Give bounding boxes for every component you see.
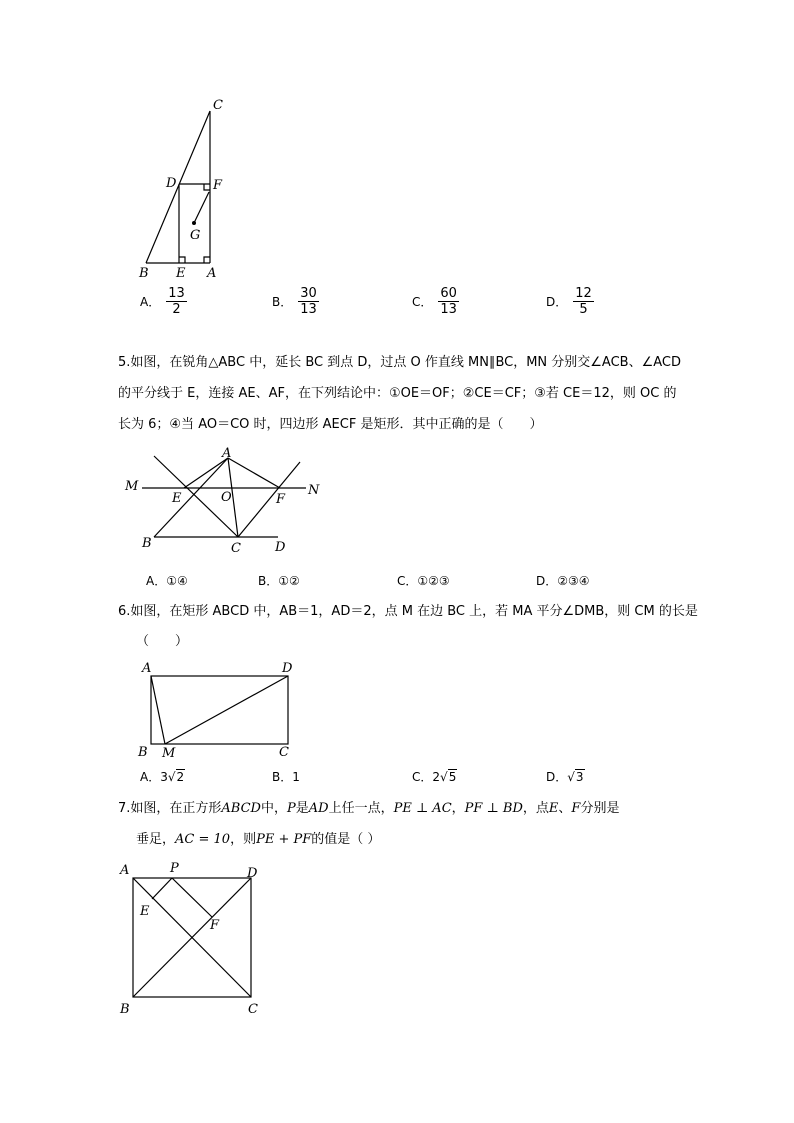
- q4-option-b-fraction: [298, 286, 319, 317]
- q4-option-b-denominator: 13: [300, 302, 317, 317]
- q5-label-e: E: [172, 491, 182, 506]
- q4-option-c-fraction: [438, 286, 459, 317]
- q4-option-c-numerator: 60: [440, 286, 457, 301]
- q7-l1-g: 上任一点，: [328, 801, 394, 816]
- q7-label-p: P: [170, 861, 179, 876]
- q7-l1-a: 7.如图，在正方形: [118, 801, 222, 816]
- q5-label-f: F: [276, 492, 286, 507]
- q4-right-angle-a: [204, 257, 210, 263]
- q6-label-b: B: [138, 745, 148, 760]
- q6-option-a-radicand: 2: [176, 770, 185, 784]
- q4-option-b-letter: B．: [272, 295, 293, 309]
- q7-l1-j: PF ⊥ BD: [464, 801, 523, 816]
- q5-option-b[interactable]: [258, 572, 300, 589]
- q7-l1-d: P: [286, 801, 296, 816]
- q7-l1-e: 是: [295, 801, 309, 816]
- q5-bisector-cf: [238, 462, 300, 537]
- q4-option-c[interactable]: [412, 286, 459, 317]
- q6-option-d-letter: D．: [546, 770, 568, 784]
- q7-text-line-2: [136, 825, 380, 855]
- q5-side-ab: [154, 458, 228, 537]
- q5-label-c: C: [231, 541, 241, 556]
- q6-option-c-radicand: 5: [448, 770, 457, 784]
- q4-option-c-denominator: 13: [440, 302, 457, 317]
- q5-text-line-2: 的平分线于 E，连接 AE、AF，在下列结论中：①OE＝OF；②CE＝CF；③若 CE＝12，则 OC 的: [118, 386, 677, 401]
- q6-segment-dm: [165, 676, 288, 744]
- q5-option-c-text: ①②③: [417, 573, 450, 588]
- q7-l2-d: PE + PF: [256, 832, 312, 847]
- q5-label-a: A: [222, 446, 232, 461]
- q5-option-a-letter: A．: [146, 574, 167, 588]
- q5-option-d[interactable]: [536, 572, 590, 589]
- q4-label-g: G: [190, 228, 201, 243]
- q5-label-b: B: [142, 536, 152, 551]
- q6-option-b-value: 1: [292, 769, 300, 784]
- q6-option-d-radicand: 3: [575, 770, 584, 784]
- q4-option-a[interactable]: [140, 286, 187, 317]
- q7-label-f: F: [210, 918, 220, 933]
- radical-sign-icon: √: [567, 769, 575, 784]
- q7-l2-b: AC = 10: [175, 832, 231, 847]
- q5-option-b-letter: B．: [258, 574, 279, 588]
- q5-option-c[interactable]: [397, 572, 450, 589]
- q4-option-d-fraction: [573, 286, 594, 317]
- q4-side-bc: [146, 111, 210, 263]
- radical-sign-icon: √: [440, 769, 448, 784]
- q7-segment-pf: [172, 878, 212, 917]
- q6-option-c-coefficient: 2: [432, 769, 441, 784]
- q7-l1-h: PE ⊥ AC: [393, 801, 452, 816]
- q5-option-c-letter: C．: [397, 574, 418, 588]
- q7-l1-m: 、: [558, 801, 572, 816]
- q5-segment-ae: [184, 458, 228, 488]
- q6-option-a[interactable]: [140, 768, 185, 785]
- q5-option-a-text: ①④: [166, 573, 188, 588]
- q4-label-c: C: [213, 98, 223, 113]
- q5-label-o: O: [221, 490, 232, 505]
- q5-option-d-text: ②③④: [557, 573, 590, 588]
- q4-option-d-letter: D．: [546, 295, 568, 309]
- q4-option-c-letter: C．: [412, 295, 433, 309]
- q6-label-a: A: [142, 661, 152, 676]
- q7-label-e: E: [140, 904, 150, 919]
- q6-segment-am: [151, 676, 165, 744]
- q7-label-c: C: [248, 1002, 258, 1017]
- q7-l1-o: 分别是: [580, 801, 620, 816]
- q7-label-d: D: [247, 866, 258, 881]
- q4-option-b-numerator: 30: [300, 286, 317, 301]
- q7-l1-b: ABCD: [221, 801, 261, 816]
- q4-label-e: E: [176, 266, 186, 281]
- q4-label-f: F: [213, 178, 223, 193]
- q4-segment-fg: [194, 192, 209, 223]
- q5-text-line-3: 长为 6；④当 AO＝CO 时，四边形 AECF 是矩形．其中正确的是（ ）: [118, 417, 543, 432]
- q7-l2-a: 垂足，: [136, 832, 176, 847]
- q5-option-b-text: ①②: [278, 573, 300, 588]
- q4-option-d-numerator: 12: [575, 286, 592, 301]
- q7-text-line-1: [118, 794, 619, 824]
- q6-option-b[interactable]: [272, 768, 300, 785]
- q6-option-b-letter: B．: [272, 770, 293, 784]
- q7-l1-i: ，: [451, 801, 465, 816]
- q4-option-d[interactable]: [546, 286, 594, 317]
- q7-l1-f: AD: [308, 801, 329, 816]
- q4-option-a-fraction: [166, 286, 187, 317]
- q5-segment-af: [228, 458, 280, 488]
- q4-label-a: A: [207, 266, 217, 281]
- q6-label-d: D: [282, 661, 293, 676]
- q6-option-c[interactable]: [412, 768, 457, 785]
- q4-label-d: D: [166, 176, 177, 191]
- q5-option-a[interactable]: [146, 572, 188, 589]
- q4-figure: [130, 95, 240, 285]
- q7-l1-c: 中，: [260, 801, 287, 816]
- q6-label-c: C: [279, 745, 289, 760]
- q5-label-m: M: [125, 479, 139, 494]
- q6-text-line-1: 6.如图，在矩形 ABCD 中，AB＝1，AD＝2，点 M 在边 BC 上，若 MA 平分∠DMB，则 CM 的长是: [118, 604, 698, 619]
- q5-option-d-letter: D．: [536, 574, 558, 588]
- q4-point-g: [192, 221, 196, 225]
- q6-label-m: M: [162, 746, 176, 760]
- q6-rectangle-abcd: [151, 676, 288, 744]
- radical-sign-icon: √: [167, 769, 176, 784]
- q6-option-a-coefficient: 3: [160, 769, 168, 784]
- q4-option-a-denominator: 2: [172, 302, 181, 317]
- q5-label-n: N: [308, 483, 320, 498]
- q4-option-d-denominator: 5: [579, 302, 588, 317]
- q7-segment-pe: [152, 878, 172, 899]
- q7-l2-c: ，则: [230, 832, 257, 847]
- q5-figure: [120, 444, 330, 556]
- q6-text-line-2: （ ）: [136, 634, 189, 649]
- q7-label-a: A: [120, 863, 130, 878]
- q7-l1-l: E: [548, 801, 559, 816]
- q6-option-a-letter: A．: [140, 770, 161, 784]
- q7-figure: [114, 856, 274, 1021]
- q6-figure: [130, 658, 310, 760]
- q6-option-c-letter: C．: [412, 770, 433, 784]
- q6-option-d[interactable]: [546, 768, 585, 785]
- q4-label-b: B: [139, 266, 149, 281]
- q7-l1-n: F: [571, 801, 581, 816]
- q4-option-b[interactable]: [272, 286, 319, 317]
- q7-l2-e: 的值是（ ）: [311, 832, 381, 847]
- q5-label-d: D: [275, 540, 286, 555]
- q5-text-line-1: 5.如图，在锐角△ABC 中，延长 BC 到点 D，过点 O 作直线 MN∥BC，MN 分别交∠ACB、∠ACD: [118, 355, 681, 370]
- q4-right-angle-e: [179, 257, 185, 263]
- q7-l1-k: ，点: [522, 801, 549, 816]
- q4-right-angle-f: [204, 184, 210, 190]
- q4-option-a-numerator: 13: [168, 286, 185, 301]
- q4-option-a-letter: A．: [140, 295, 161, 309]
- q7-label-b: B: [120, 1002, 130, 1017]
